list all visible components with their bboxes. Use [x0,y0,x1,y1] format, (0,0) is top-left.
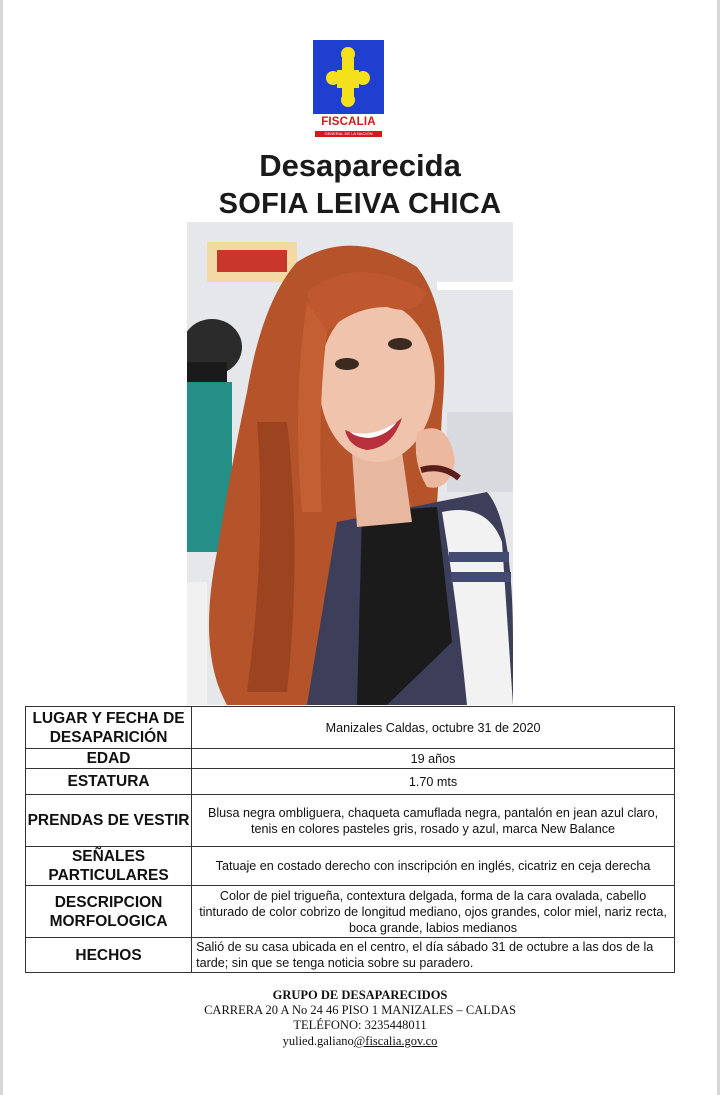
details-table [25,706,675,973]
status-title: Desaparecida [259,148,461,183]
table-row [26,938,675,973]
detail-value: 19 años [192,749,675,769]
detail-label: SEÑALES PARTICULARES [26,847,192,886]
detail-label: LUGAR Y FECHA DE DESAPARICIÓN [26,707,192,749]
detail-value: Manizales Caldas, octubre 31 de 2020 [192,707,675,749]
footer-group: GRUPO DE DESAPARECIDOS [272,988,448,1002]
logo-subtitle: GENERAL DE LA NACIÓN [315,131,382,137]
detail-value: Color de piel trigueña, contextura delgada, forma de la cara ovalada, cabello tinturado de color cobrizo de longitud mediano, ojos grandes, color miel, nariz recta, boca grande, labios medianos [192,886,675,938]
detail-value: 1.70 mts [192,769,675,795]
table-row [26,749,675,769]
detail-value: Blusa negra ombliguera, chaqueta camuflada negra, pantalón en jean azul claro, tenis en colores pasteles gris, rosado y azul, marca New Balance [192,795,675,847]
fiscalia-logo [313,40,384,146]
table-row [26,886,675,938]
footer-address: CARRERA 20 A No 24 46 PISO 1 MANIZALES – CALDAS [204,1003,516,1017]
footer-phone: TELÉFONO: 3235448011 [293,1018,427,1032]
portrait-photo [187,222,513,705]
portrait-photo-icon [187,222,513,705]
table-row [26,847,675,886]
detail-label: DESCRIPCION MORFOLOGICA [26,886,192,938]
detail-label: EDAD [26,749,192,769]
email-user: yulied.galiano [282,1034,354,1048]
detail-value: Salió de su casa ubicada en el centro, el día sábado 31 de octubre a las dos de la tarde; sin que se tenga noticia sobre su paradero. [192,938,675,973]
table-row [26,769,675,795]
logo-box [313,40,384,114]
detail-value: Tatuaje en costado derecho con inscripción en inglés, cicatriz en ceja derecha [192,847,675,886]
person-name: SOFIA LEIVA CHICA [218,188,502,220]
detail-label: ESTATURA [26,769,192,795]
email-domain: @fiscalia.gov.co [353,1034,438,1048]
logo-wordmark: FISCALIA [321,116,376,128]
puzzle-piece-icon [313,40,384,114]
table-row [26,707,675,749]
table-row [26,795,675,847]
detail-label: HECHOS [26,938,192,973]
footer-email[interactable] [0,1034,720,1049]
detail-label: PRENDAS DE VESTIR [26,795,192,847]
